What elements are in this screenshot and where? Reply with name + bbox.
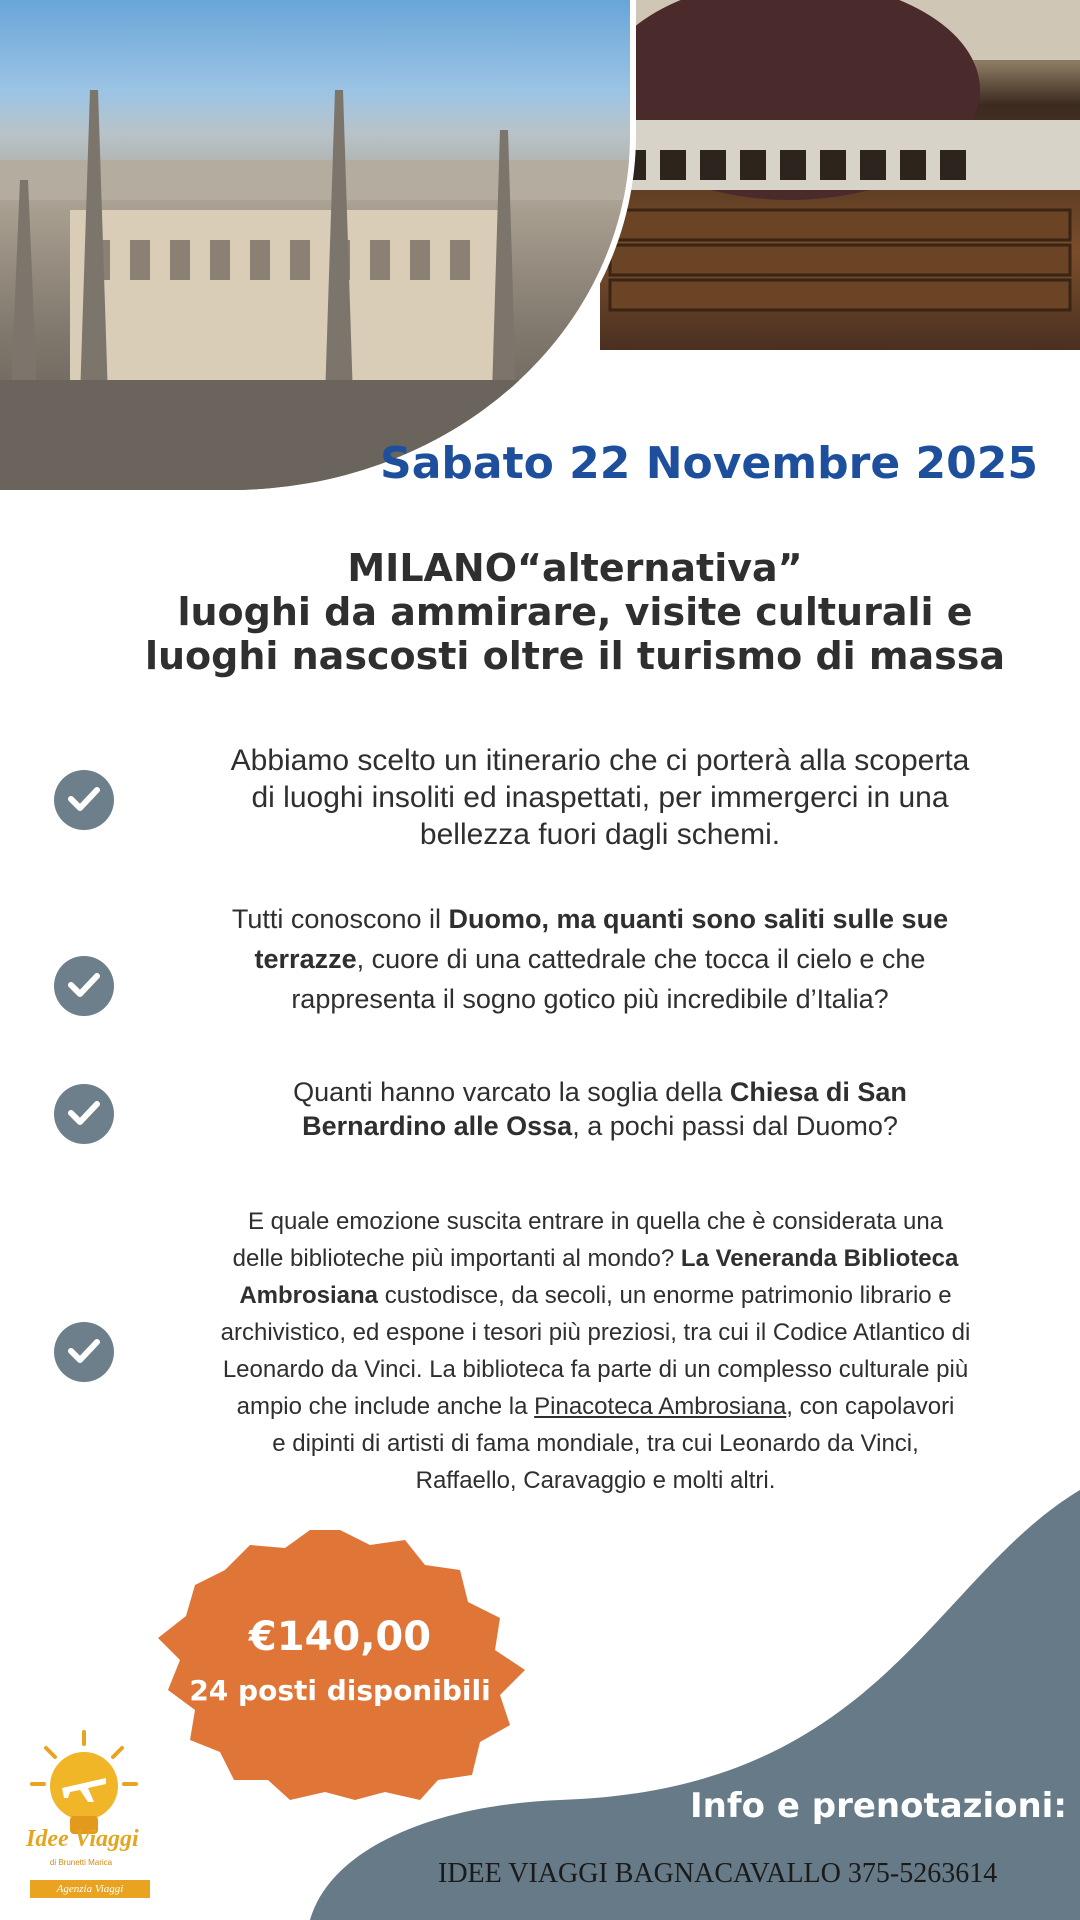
title-line-1: MILANO“alternativa” bbox=[347, 546, 803, 590]
title-line-3: luoghi nascosti oltre il turismo di massa bbox=[144, 634, 1006, 678]
library-photo bbox=[600, 0, 1080, 350]
duomo-paragraph bbox=[120, 899, 1060, 1019]
chiesa-line bbox=[140, 1109, 1060, 1143]
biblioteca-highlight: Ambrosiana bbox=[239, 1282, 379, 1309]
price-badge bbox=[150, 1530, 530, 1800]
intro-line: di luoghi insoliti ed inaspettati, per immergerci in una bbox=[251, 781, 949, 814]
check-icon bbox=[54, 1322, 114, 1382]
biblioteca-highlight: La Veneranda Biblioteca bbox=[680, 1245, 959, 1272]
check-icon bbox=[54, 956, 114, 1016]
chiesa-text: Quanti hanno varcato la soglia della bbox=[293, 1077, 730, 1107]
duomo-highlight: terrazze bbox=[254, 944, 357, 974]
pinacoteca-link[interactable]: Pinacoteca Ambrosiana bbox=[534, 1393, 787, 1420]
logo-banner: Agenzia Viaggi bbox=[30, 1880, 150, 1898]
duomo-line bbox=[120, 899, 1060, 939]
duomo-text: Tutti conoscono il bbox=[231, 904, 449, 934]
library-photo-illustration bbox=[600, 0, 1080, 350]
chiesa-text: , a pochi passi dal Duomo? bbox=[572, 1111, 898, 1141]
biblioteca-text: custodisce, da secoli, un enorme patrimonio librario e bbox=[378, 1282, 952, 1309]
biblioteca-text: delle biblioteche più importanti al mondo? bbox=[232, 1245, 681, 1272]
logo-brand: Idee Viaggi bbox=[26, 1826, 139, 1852]
agency-contact[interactable]: IDEE VIAGGI BAGNACAVALLO 375-5263614 bbox=[438, 1858, 998, 1889]
logo-subtitle: di Brunetti Marica bbox=[49, 1858, 113, 1867]
duomo-photo-illustration bbox=[0, 0, 630, 490]
check-icon bbox=[54, 770, 114, 830]
info-label: Info e prenotazioni: bbox=[690, 1786, 1067, 1826]
biblioteca-line bbox=[118, 1277, 1073, 1314]
duomo-line bbox=[120, 939, 1060, 979]
check-icon bbox=[54, 1084, 114, 1144]
biblioteca-line: e dipinti di artisti di fama mondiale, tra cui Leonardo da Vinci, bbox=[272, 1430, 919, 1457]
duomo-highlight: Duomo, ma quanti sono saliti sulle sue bbox=[448, 904, 949, 934]
biblioteca-line: archivistico, ed espone i tesori più preziosi, tra cui il Codice Atlantico di bbox=[220, 1319, 971, 1346]
intro-paragraph bbox=[140, 742, 1060, 853]
seats-available: 24 posti disponibili bbox=[189, 1674, 491, 1707]
lightbulb-plane-icon bbox=[24, 1726, 154, 1906]
biblioteca-paragraph bbox=[118, 1203, 1073, 1499]
biblioteca-text: , con capolavori bbox=[786, 1393, 955, 1420]
chiesa-line bbox=[140, 1075, 1060, 1109]
biblioteca-line bbox=[118, 1240, 1073, 1277]
duomo-photo bbox=[0, 0, 636, 496]
biblioteca-line: Raffaello, Caravaggio e molti altri. bbox=[415, 1467, 776, 1494]
chiesa-highlight: Bernardino alle Ossa bbox=[302, 1111, 573, 1141]
duomo-text: , cuore di una cattedrale che tocca il cielo e che bbox=[356, 944, 926, 974]
biblioteca-line bbox=[118, 1388, 1073, 1425]
intro-line: Abbiamo scelto un itinerario che ci porterà alla scoperta bbox=[230, 744, 970, 777]
duomo-line: rappresenta il sogno gotico più incredibile d’Italia? bbox=[291, 984, 889, 1014]
biblioteca-line: Leonardo da Vinci. La biblioteca fa parte di un complesso culturale più bbox=[222, 1356, 969, 1383]
price-amount: €140,00 bbox=[248, 1614, 432, 1660]
title-line-2: luoghi da ammirare, visite culturali e bbox=[177, 590, 973, 634]
chiesa-paragraph bbox=[140, 1075, 1060, 1143]
biblioteca-line: E quale emozione suscita entrare in quella che è considerata una bbox=[247, 1208, 944, 1235]
intro-line: bellezza fuori dagli schemi. bbox=[419, 818, 781, 851]
event-date: Sabato 22 Novembre 2025 bbox=[380, 438, 1038, 489]
biblioteca-text: ampio che include anche la bbox=[236, 1393, 535, 1420]
chiesa-highlight: Chiesa di San bbox=[729, 1077, 907, 1107]
